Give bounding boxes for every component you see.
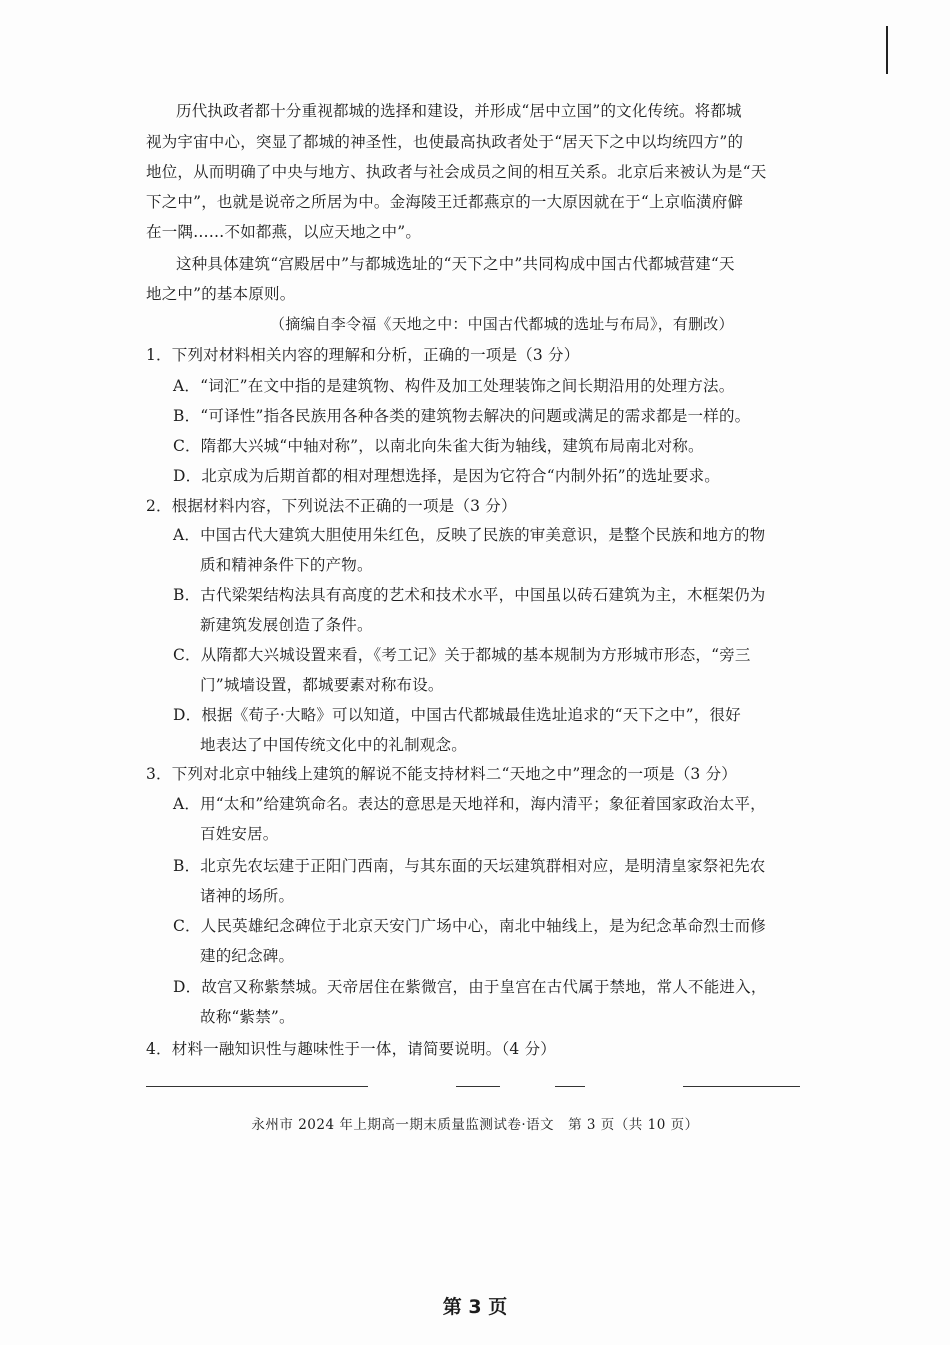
answer-rule-3: [555, 1086, 585, 1087]
question-1-option-d: D．北京成为后期首都的相对理想选择，是因为它符合“内制外拓”的选址要求。: [173, 467, 720, 485]
page-footer: 永州市 2024 年上期高一期末质量监测试卷·语文 第 3 页（共 10 页）: [251, 1117, 699, 1133]
question-3-option-c-line-1: C．人民英雄纪念碑位于北京天安门广场中心，南北中轴线上，是为纪念革命烈士而修: [173, 917, 766, 935]
question-2-option-c-line-1: C．从隋都大兴城设置来看，《考工记》关于都城的基本规制为方形城市形态，“旁三: [173, 646, 751, 664]
question-2-stem: 2．根据材料内容，下列说法不正确的一项是（3 分）: [146, 497, 517, 515]
question-2-option-d-line-2: 地表达了中国传统文化中的礼制观念。: [200, 736, 467, 754]
passage-line-7: 地之中”的基本原则。: [146, 285, 296, 303]
passage-line-6: 这种具体建筑“宫殿居中”与都城选址的“天下之中”共同构成中国古代都城营建“天: [176, 255, 735, 273]
passage-citation: （摘编自李令福《天地之中：中国古代都城的选址与布局》，有删改）: [270, 315, 734, 333]
answer-rule-4: [683, 1086, 800, 1087]
question-2-option-b-line-1: B．古代梁架结构法具有高度的艺术和技术水平，中国虽以砖石建筑为主，木框架仍为: [173, 586, 766, 604]
question-3-option-c-line-2: 建的纪念碑。: [200, 947, 295, 965]
passage-line-2: 视为宇宙中心，突显了都城的神圣性，也使最高执政者处于“居天下之中以均统四方”的: [146, 133, 744, 151]
question-1-option-c: C．隋都大兴城“中轴对称”，以南北向朱雀大街为轴线，建筑布局南北对称。: [173, 437, 704, 455]
answer-rule-1: [146, 1086, 368, 1087]
question-3-stem: 3．下列对北京中轴线上建筑的解说不能支持材料二“天地之中”理念的一项是（3 分）: [146, 765, 738, 783]
question-2-option-d-line-1: D．根据《荀子·大略》可以知道，中国古代都城最佳选址追求的“天下之中”，很好: [173, 706, 741, 724]
passage-line-5: 在一隅……不如都燕，以应天地之中”。: [146, 223, 422, 241]
answer-rule-2: [456, 1086, 500, 1087]
question-3-option-a-line-1: A．用“太和”给建筑命名。表达的意思是天地祥和，海内清平；象征着国家政治太平，: [173, 795, 766, 813]
passage-line-3: 地位，从而明确了中央与地方、执政者与社会成员之间的相互关系。北京后来被认为是“天: [146, 163, 767, 181]
passage-line-4: 下之中”，也就是说帝之所居为中。金海陵王迁都燕京的一大原因就在于“上京临潢府僻: [146, 193, 744, 211]
question-2-option-b-line-2: 新建筑发展创造了条件。: [200, 616, 373, 634]
page-number: 第 3 页: [442, 1296, 508, 1318]
question-3-option-b-line-1: B．北京先农坛建于正阳门西南，与其东面的天坛建筑群相对应，是明清皇家祭祀先农: [173, 857, 766, 875]
question-2-option-c-line-2: 门”城墙设置，都城要素对称布设。: [200, 676, 444, 694]
question-4-stem: 4．材料一融知识性与趣味性于一体，请简要说明。（4 分）: [146, 1040, 557, 1058]
question-2-option-a-line-1: A．中国古代大建筑大胆使用朱红色，反映了民族的审美意识，是整个民族和地方的物: [173, 526, 766, 544]
scan-edge-mark: [886, 26, 888, 74]
question-2-option-a-line-2: 质和精神条件下的产物。: [200, 556, 373, 574]
question-3-option-b-line-2: 诸神的场所。: [200, 887, 295, 905]
question-1-stem: 1．下列对材料相关内容的理解和分析，正确的一项是（3 分）: [146, 346, 580, 364]
question-1-option-a: A．“词汇”在文中指的是建筑物、构件及加工处理装饰之间长期沿用的处理方法。: [173, 377, 735, 395]
question-3-option-d-line-1: D．故宫又称紫禁城。天帝居住在紫微宫，由于皇宫在古代属于禁地，常人不能进入，: [173, 978, 767, 996]
question-3-option-d-line-2: 故称“紫禁”。: [200, 1008, 295, 1026]
question-3-option-a-line-2: 百姓安居。: [200, 825, 279, 843]
question-1-option-b: B．“可译性”指各民族用各种各类的建筑物去解决的问题或满足的需求都是一样的。: [173, 407, 751, 425]
passage-line-1: 历代执政者都十分重视都城的选择和建设，并形成“居中立国”的文化传统。将都城: [176, 102, 742, 120]
